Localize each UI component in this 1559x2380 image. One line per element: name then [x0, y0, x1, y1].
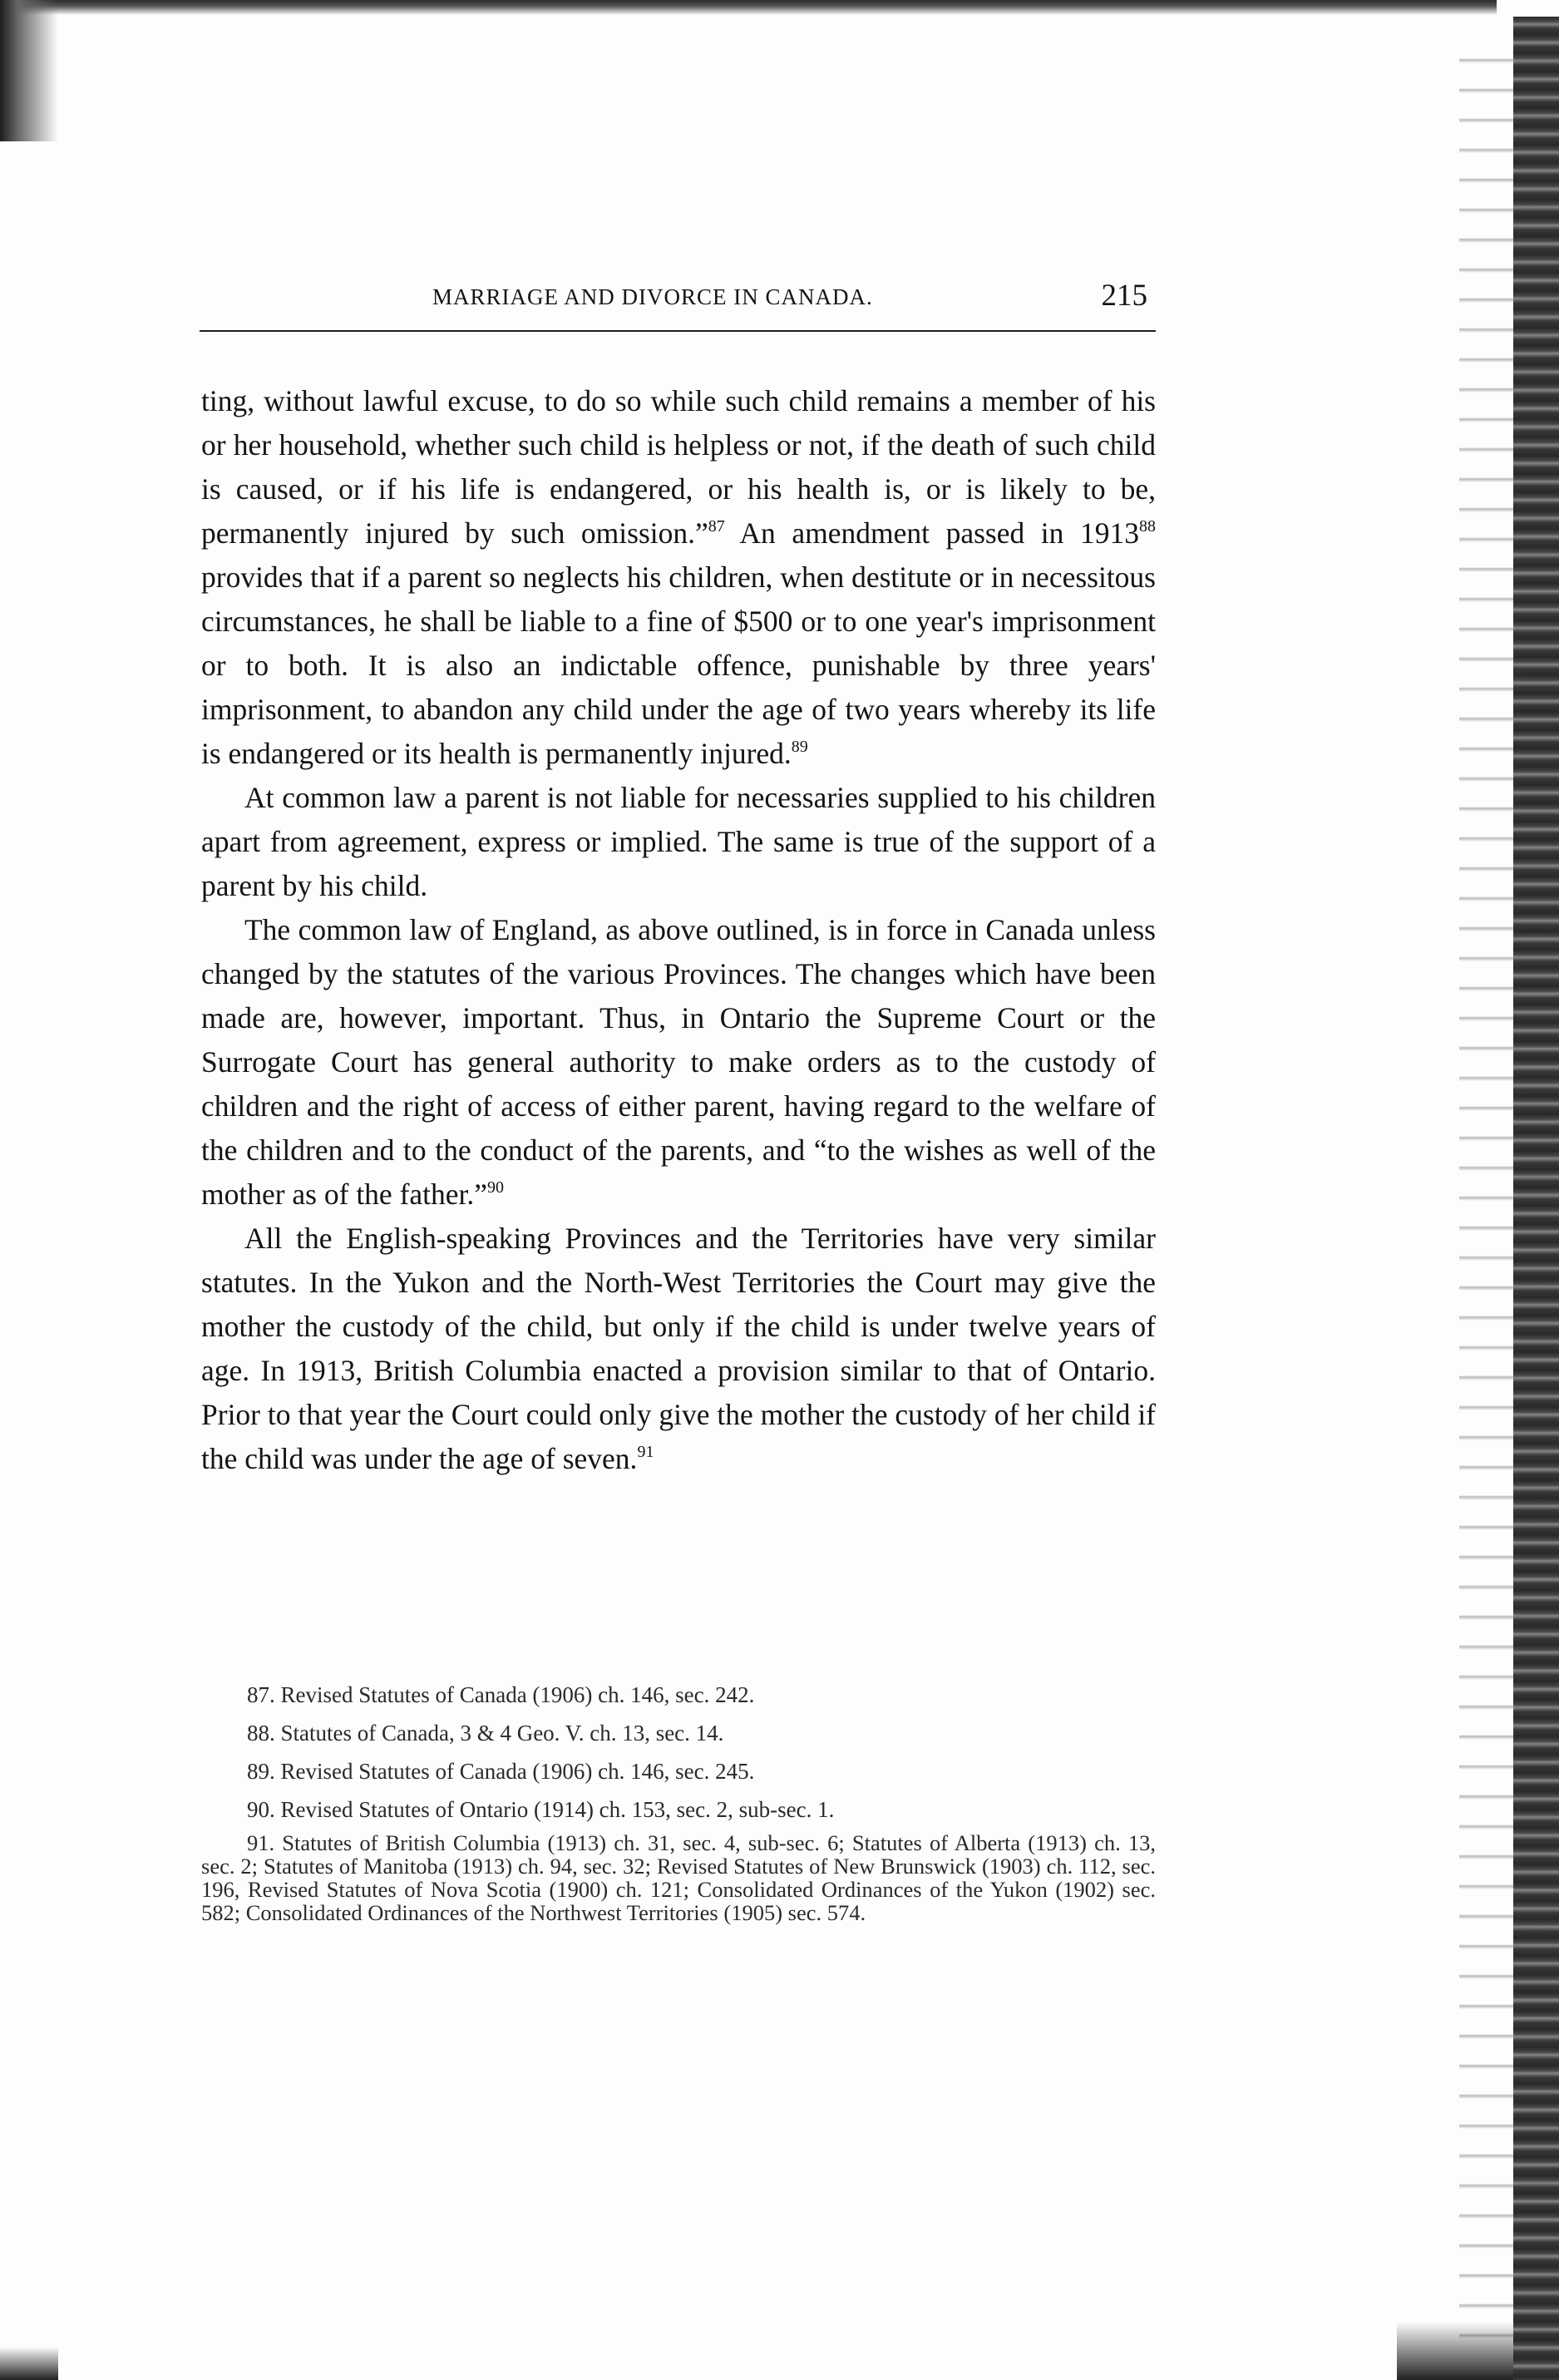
scan-edge-top — [0, 0, 1497, 15]
footnote-ref-91: 91 — [637, 1443, 654, 1461]
paragraph-1 — [201, 379, 1156, 776]
scan-edge-bottom-right — [1397, 2322, 1513, 2380]
paragraph-3 — [201, 908, 1156, 1217]
page-header — [200, 274, 1156, 324]
paragraph-1-part-a: ting, without lawful excuse, to do so while such child remains a member of his or her household, whether such child is helpless or not, if the death of such child is caused, or if his life is endangered, or his health is, or is likely to be, permanently injured by such omission.” — [201, 384, 1156, 550]
scan-edge-right — [1513, 17, 1559, 2380]
paragraph-1-part-b: An amendment passed in 1913 — [724, 516, 1139, 550]
footnote-ref-90: 90 — [487, 1178, 505, 1197]
paragraph-1-part-c: provides that if a parent so neglects his children, when destitute or in necessitous circumstances, he shall be liable to a fine of $500 or to one year's imprisonment or to both. It is also an indictable offence, punishable by three years' imprisonment, to abandon any child under the age of two years whereby its life is endangered or its health is permanently injured. — [201, 560, 1156, 770]
page-number: 215 — [1101, 279, 1147, 313]
footnote-91: 91. Statutes of British Columbia (1913) ch. 31, sec. 4, sub-sec. 6; Statutes of Alberta (1913) ch. 13, sec. 2; Statutes of Manitoba (1913) ch. 94, sec. 32; Revised Statutes of New Brunswick (1903) ch. 112, sec. 196, Revised Statutes of Nova Scotia (1900) ch. 121; Consolidated Ordinances of the Yukon (1902) sec. 582; Consolidated Ordinances of the Northwest Territories (1905) sec. 574. — [201, 1830, 1156, 1925]
header-rule — [200, 330, 1156, 332]
paragraph-3-text: The common law of England, as above outlined, is in force in Canada unless changed by the statutes of the various Provinces. The changes which have been made are, however, important. Thus, in Ontario the Supreme Court or the Surrogate Court has general authority to make orders as to the custody of children and the right of access of either parent, having regard to the welfare of the children and to the conduct of the parents, and “to the wishes as well of the mother as of the father.” — [201, 913, 1156, 1211]
footnote-ref-89: 89 — [791, 738, 808, 756]
footnote-ref-87: 87 — [708, 517, 725, 536]
scan-edge-corner — [0, 0, 58, 141]
paragraph-4-text: All the English-speaking Provinces and the Territories have very similar statutes. In the Yukon and the North-West Territories the Court may give the mother the custody of the child, but only if the child is under twelve years of age. In 1913, British Columbia enacted a provision similar to that of Ontario. Prior to that year the Court could only give the mother the custody of her child if the child was under the age of seven. — [201, 1222, 1156, 1475]
scan-edge-bottom-left — [0, 2347, 58, 2380]
footnote-89: 89. Revised Statutes of Canada (1906) ch. 146, sec. 245. — [247, 1759, 755, 1784]
footnote-88: 88. Statutes of Canada, 3 & 4 Geo. V. ch. 13, sec. 14. — [247, 1721, 724, 1745]
running-title: MARRIAGE AND DIVORCE IN CANADA. — [432, 284, 873, 309]
footnote-ref-88: 88 — [1139, 517, 1156, 536]
footnote-90: 90. Revised Statutes of Ontario (1914) ch. 153, sec. 2, sub-sec. 1. — [247, 1797, 835, 1822]
scan-speckle — [1459, 33, 1513, 2362]
body-text — [201, 379, 1156, 1481]
paragraph-4 — [201, 1217, 1156, 1481]
footnotes — [201, 1678, 1156, 1924]
footnote-87: 87. Revised Statutes of Canada (1906) ch. 146, sec. 242. — [247, 1682, 755, 1707]
paragraph-2: At common law a parent is not liable for necessaries supplied to his children apart from agreement, express or implied. The same is true of the support of a parent by his child. — [201, 781, 1156, 902]
